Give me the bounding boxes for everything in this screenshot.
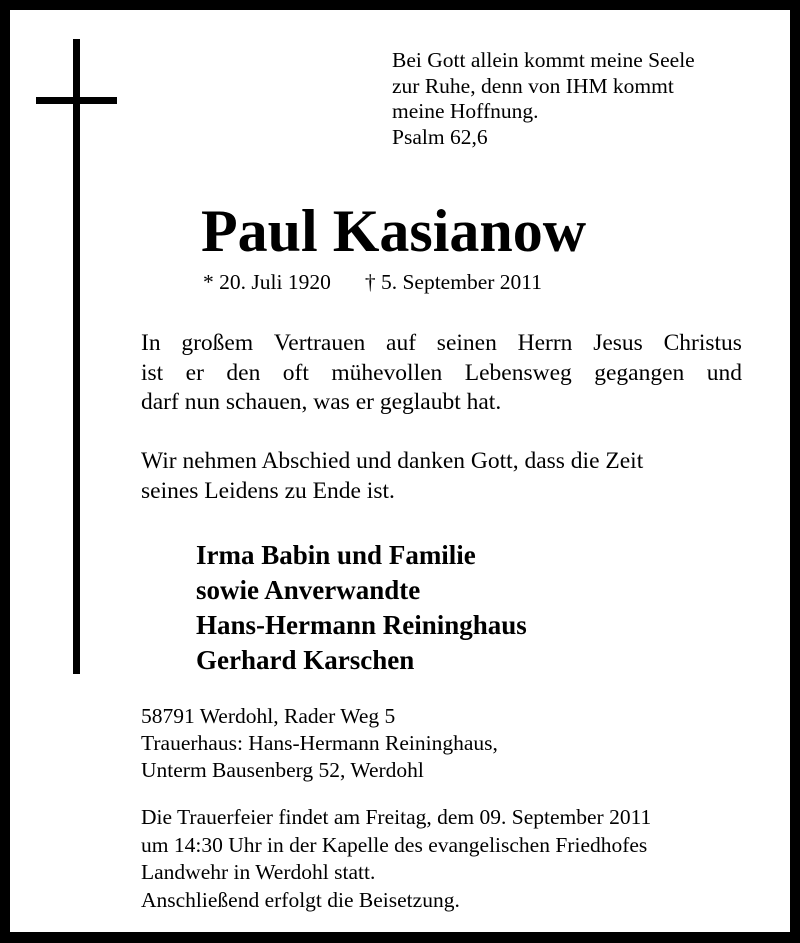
deceased-name: Paul Kasianow — [201, 198, 587, 264]
word: er — [185, 359, 204, 386]
faith-paragraph — [141, 329, 742, 418]
service-line: Landwehr in Werdohl statt. — [141, 860, 376, 884]
word: Vertrauen — [273, 330, 366, 356]
paragraph-line: seines Leidens zu Ende ist. — [141, 477, 395, 504]
death-date: † 5. September 2011 — [364, 270, 542, 294]
birth-date: * 20. Juli 1920 — [203, 270, 331, 294]
address-line: 58791 Werdohl, Rader Weg 5 — [141, 704, 396, 728]
word: ist — [141, 359, 164, 386]
service-line: Die Trauerfeier findet am Freitag, dem 09. September 2011 — [141, 805, 652, 829]
word: den — [226, 359, 261, 386]
word: seinen — [436, 330, 497, 356]
cross-horizontal-bar — [36, 97, 117, 104]
word: Christus — [663, 330, 742, 356]
word: Herrn — [517, 330, 573, 356]
service-line: Anschließend erfolgt die Beisetzung. — [141, 887, 460, 912]
justified-line — [141, 329, 742, 359]
word: auf — [386, 330, 417, 356]
address-line: Unterm Bausenberg 52, Werdohl — [141, 758, 424, 782]
mourner: sowie Anverwandte — [196, 575, 421, 605]
word: gegangen — [594, 359, 685, 386]
mourners-list — [196, 538, 527, 678]
cross-vertical-bar — [73, 39, 80, 674]
word: mühevollen — [331, 359, 443, 386]
farewell-paragraph — [141, 447, 643, 506]
quote-line: zur Ruhe, denn von IHM kommt — [392, 73, 674, 98]
service-line: um 14:30 Uhr in der Kapelle des evangelischen Friedhofes — [141, 832, 648, 857]
mourner: Irma Babin und Familie — [196, 540, 476, 570]
word: In — [141, 330, 161, 356]
quote-line: meine Hoffnung. — [392, 99, 539, 123]
word: Lebensweg — [464, 359, 572, 386]
justified-line — [141, 359, 742, 389]
word: großem — [181, 330, 254, 356]
paragraph-line: darf nun schauen, was er geglaubt hat. — [141, 389, 502, 415]
word: und — [706, 359, 742, 386]
bible-quote — [392, 48, 695, 150]
quote-source: Psalm 62,6 — [392, 124, 488, 149]
mourner: Hans-Hermann Reininghaus — [196, 610, 527, 640]
life-dates — [203, 269, 542, 295]
quote-line: Bei Gott allein kommt meine Seele — [392, 48, 695, 72]
mourner: Gerhard Karschen — [196, 645, 415, 675]
word: Jesus — [593, 330, 643, 356]
address-block — [141, 703, 498, 784]
paragraph-line: Wir nehmen Abschied und danken Gott, dass die Zeit — [141, 448, 644, 474]
funeral-service-info — [141, 804, 651, 914]
obituary-notice — [10, 10, 790, 932]
address-line: Trauerhaus: Hans-Hermann Reininghaus, — [141, 731, 498, 755]
word: oft — [282, 359, 309, 386]
